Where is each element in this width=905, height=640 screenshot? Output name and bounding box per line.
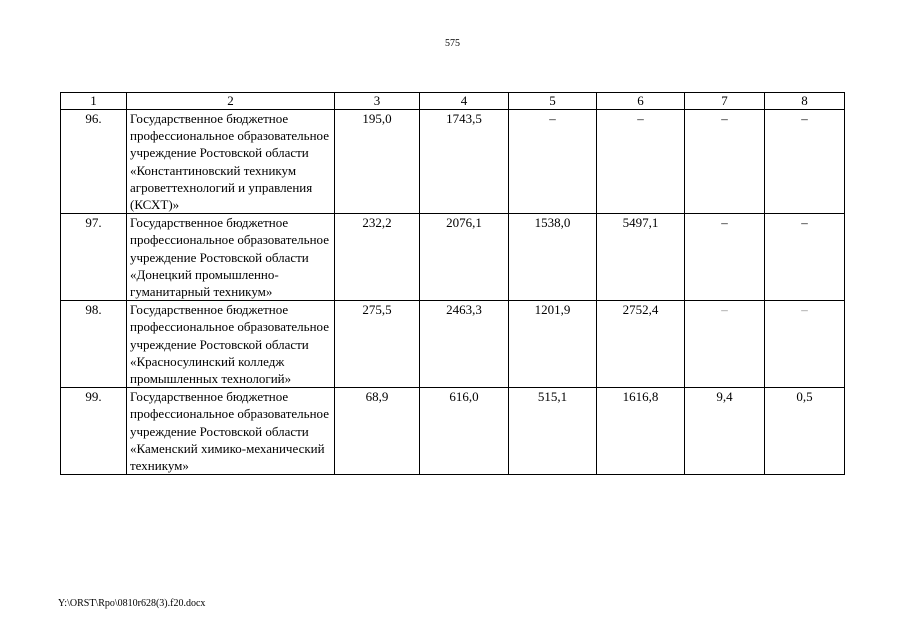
value-col-4: 2463,3 (420, 301, 509, 388)
value-col-7: – (685, 214, 765, 301)
value-col-4: 1743,5 (420, 110, 509, 214)
table-row (61, 301, 845, 388)
institution-name: Государственное бюджетное профессиональное образовательное учреждение Ростовской области «Донецкий промышленно-гуманитарный техникум» (127, 214, 335, 301)
value-col-6: 5497,1 (597, 214, 685, 301)
institution-name: Государственное бюджетное профессиональное образовательное учреждение Ростовской области «Красносулинский колледж промышленных технологий» (127, 301, 335, 388)
table-header-row (61, 93, 845, 110)
value-col-3: 232,2 (335, 214, 420, 301)
value-col-3: 275,5 (335, 301, 420, 388)
value-col-8: – (765, 301, 845, 388)
value-col-6: 1616,8 (597, 388, 685, 475)
value-col-8: 0,5 (765, 388, 845, 475)
value-col-8: – (765, 110, 845, 214)
page-number: 575 (445, 38, 460, 49)
column-header-1: 1 (61, 93, 127, 110)
value-col-5: – (509, 110, 597, 214)
column-header-6: 6 (597, 93, 685, 110)
value-col-4: 2076,1 (420, 214, 509, 301)
value-col-3: 195,0 (335, 110, 420, 214)
document-file-path: Y:\ORST\Rpo\0810r628(3).f20.docx (58, 598, 206, 609)
institution-name: Государственное бюджетное профессиональное образовательное учреждение Ростовской области «Каменский химико-механический техникум» (127, 388, 335, 475)
institution-name: Государственное бюджетное профессиональное образовательное учреждение Ростовской области «Константиновский техникум агроветтехнологий и управления (КСХТ)» (127, 110, 335, 214)
value-col-7: – (685, 110, 765, 214)
value-col-6: 2752,4 (597, 301, 685, 388)
table-row (61, 110, 845, 214)
data-table (60, 92, 845, 475)
value-col-4: 616,0 (420, 388, 509, 475)
row-number: 97. (61, 214, 127, 301)
table-row (61, 388, 845, 475)
column-header-4: 4 (420, 93, 509, 110)
column-header-7: 7 (685, 93, 765, 110)
row-number: 96. (61, 110, 127, 214)
column-header-3: 3 (335, 93, 420, 110)
value-col-5: 515,1 (509, 388, 597, 475)
value-col-5: 1201,9 (509, 301, 597, 388)
value-col-5: 1538,0 (509, 214, 597, 301)
row-number: 98. (61, 301, 127, 388)
column-header-8: 8 (765, 93, 845, 110)
value-col-7: 9,4 (685, 388, 765, 475)
value-col-6: – (597, 110, 685, 214)
value-col-7: – (685, 301, 765, 388)
column-header-2: 2 (127, 93, 335, 110)
column-header-5: 5 (509, 93, 597, 110)
table-row (61, 214, 845, 301)
value-col-8: – (765, 214, 845, 301)
value-col-3: 68,9 (335, 388, 420, 475)
row-number: 99. (61, 388, 127, 475)
